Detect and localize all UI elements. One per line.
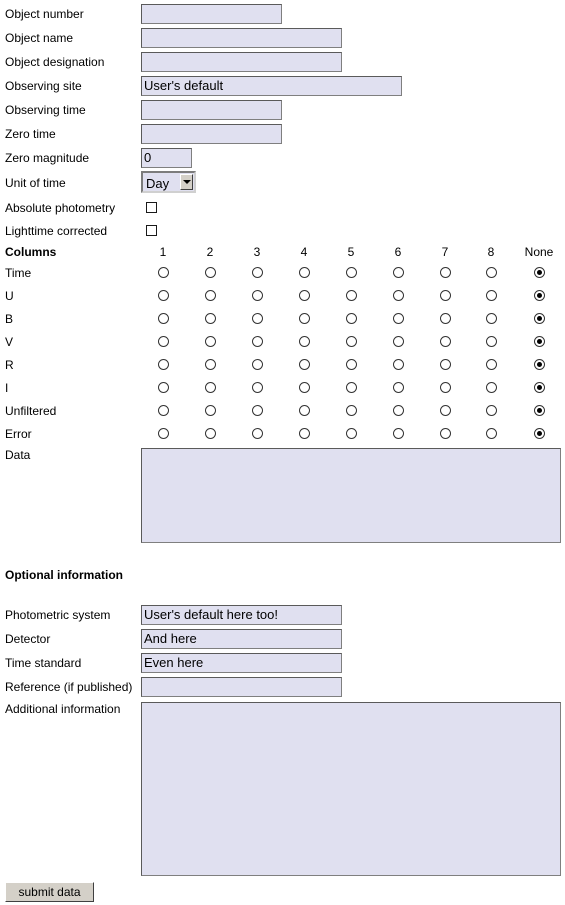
column-row-label: R: [5, 358, 14, 372]
radio-i-1[interactable]: [158, 382, 169, 393]
radio-time-1[interactable]: [158, 267, 169, 278]
unit-of-time-label: Unit of time: [5, 176, 66, 190]
radio-unfiltered-6[interactable]: [393, 405, 404, 416]
radio-error-8[interactable]: [486, 428, 497, 439]
detector-label: Detector: [5, 632, 51, 646]
radio-u-3[interactable]: [252, 290, 263, 301]
radio-unfiltered-8[interactable]: [486, 405, 497, 416]
radio-u-8[interactable]: [486, 290, 497, 301]
radio-u-5[interactable]: [346, 290, 357, 301]
radio-r-6[interactable]: [393, 359, 404, 370]
observing-time-input[interactable]: [141, 100, 282, 120]
radio-unfiltered-5[interactable]: [346, 405, 357, 416]
radio-i-3[interactable]: [252, 382, 263, 393]
radio-b-5[interactable]: [346, 313, 357, 324]
optional-information-heading: Optional information: [5, 568, 123, 582]
radio-unfiltered-3[interactable]: [252, 405, 263, 416]
time-standard-input[interactable]: Even here: [141, 653, 342, 673]
radio-u-7[interactable]: [440, 290, 451, 301]
photometric-system-input[interactable]: User's default here too!: [141, 605, 342, 625]
column-header-none: None: [524, 245, 554, 259]
photometric-system-label: Photometric system: [5, 608, 111, 622]
object-name-input[interactable]: [141, 28, 342, 48]
column-header-3: 3: [253, 245, 261, 259]
radio-u-4[interactable]: [299, 290, 310, 301]
radio-time-7[interactable]: [440, 267, 451, 278]
radio-time-6[interactable]: [393, 267, 404, 278]
radio-b-1[interactable]: [158, 313, 169, 324]
column-header-7: 7: [441, 245, 449, 259]
radio-r-3[interactable]: [252, 359, 263, 370]
radio-r-none[interactable]: [534, 359, 545, 370]
radio-time-4[interactable]: [299, 267, 310, 278]
lighttime-corrected-label: Lighttime corrected: [5, 224, 108, 238]
radio-i-8[interactable]: [486, 382, 497, 393]
observing-time-label: Observing time: [5, 103, 86, 117]
object-designation-input[interactable]: [141, 52, 342, 72]
object-designation-label: Object designation: [5, 55, 105, 69]
radio-v-7[interactable]: [440, 336, 451, 347]
unit-of-time-value: Day: [146, 176, 170, 191]
detector-input[interactable]: And here: [141, 629, 342, 649]
radio-v-6[interactable]: [393, 336, 404, 347]
radio-i-4[interactable]: [299, 382, 310, 393]
column-header-2: 2: [206, 245, 214, 259]
radio-v-3[interactable]: [252, 336, 263, 347]
radio-error-3[interactable]: [252, 428, 263, 439]
column-row-label: Unfiltered: [5, 404, 57, 418]
radio-b-3[interactable]: [252, 313, 263, 324]
radio-b-6[interactable]: [393, 313, 404, 324]
unit-of-time-select[interactable]: [141, 171, 196, 193]
column-header-6: 6: [394, 245, 402, 259]
additional-information-label: Additional information: [5, 702, 121, 716]
observing-site-label: Observing site: [5, 79, 82, 93]
radio-error-6[interactable]: [393, 428, 404, 439]
column-row-label: Error: [5, 427, 32, 441]
absolute-photometry-checkbox[interactable]: [146, 202, 157, 213]
radio-v-5[interactable]: [346, 336, 357, 347]
column-row-label: V: [5, 335, 14, 349]
object-number-label: Object number: [5, 7, 84, 21]
radio-v-4[interactable]: [299, 336, 310, 347]
object-name-label: Object name: [5, 31, 74, 45]
radio-v-1[interactable]: [158, 336, 169, 347]
reference-input[interactable]: [141, 677, 342, 697]
radio-v-none[interactable]: [534, 336, 545, 347]
radio-i-5[interactable]: [346, 382, 357, 393]
radio-i-none[interactable]: [534, 382, 545, 393]
column-header-8: 8: [487, 245, 495, 259]
radio-i-2[interactable]: [205, 382, 216, 393]
time-standard-label: Time standard: [5, 656, 82, 670]
radio-r-5[interactable]: [346, 359, 357, 370]
radio-error-5[interactable]: [346, 428, 357, 439]
absolute-photometry-label: Absolute photometry: [5, 201, 116, 215]
lighttime-corrected-checkbox[interactable]: [146, 225, 157, 236]
radio-unfiltered-1[interactable]: [158, 405, 169, 416]
column-row-label: B: [5, 312, 14, 326]
radio-unfiltered-4[interactable]: [299, 405, 310, 416]
radio-error-2[interactable]: [205, 428, 216, 439]
additional-information-textarea[interactable]: [141, 702, 561, 876]
column-row-label: U: [5, 289, 14, 303]
reference-label: Reference (if published): [5, 680, 133, 694]
zero-time-label: Zero time: [5, 127, 56, 141]
radio-r-8[interactable]: [486, 359, 497, 370]
data-label: Data: [5, 448, 31, 462]
data-textarea[interactable]: [141, 448, 561, 543]
radio-time-2[interactable]: [205, 267, 216, 278]
radio-v-8[interactable]: [486, 336, 497, 347]
column-header-5: 5: [347, 245, 355, 259]
radio-error-4[interactable]: [299, 428, 310, 439]
radio-b-8[interactable]: [486, 313, 497, 324]
zero-time-input[interactable]: [141, 124, 282, 144]
submit-data-button[interactable]: submit data: [5, 882, 94, 902]
zero-magnitude-input[interactable]: 0: [141, 148, 192, 168]
radio-r-7[interactable]: [440, 359, 451, 370]
column-row-label: Time: [5, 266, 32, 280]
radio-b-none[interactable]: [534, 313, 545, 324]
radio-v-2[interactable]: [205, 336, 216, 347]
radio-error-1[interactable]: [158, 428, 169, 439]
radio-r-2[interactable]: [205, 359, 216, 370]
radio-r-1[interactable]: [158, 359, 169, 370]
radio-time-3[interactable]: [252, 267, 263, 278]
radio-u-1[interactable]: [158, 290, 169, 301]
radio-time-5[interactable]: [346, 267, 357, 278]
radio-time-none[interactable]: [534, 267, 545, 278]
radio-i-7[interactable]: [440, 382, 451, 393]
radio-unfiltered-2[interactable]: [205, 405, 216, 416]
column-header-4: 4: [300, 245, 308, 259]
observing-site-input[interactable]: User's default: [141, 76, 402, 96]
zero-magnitude-label: Zero magnitude: [5, 151, 90, 165]
radio-i-6[interactable]: [393, 382, 404, 393]
object-number-input[interactable]: [141, 4, 282, 24]
column-header-1: 1: [159, 245, 167, 259]
column-row-label: I: [5, 381, 9, 395]
radio-time-8[interactable]: [486, 267, 497, 278]
radio-b-4[interactable]: [299, 313, 310, 324]
radio-unfiltered-none[interactable]: [534, 405, 545, 416]
radio-r-4[interactable]: [299, 359, 310, 370]
radio-unfiltered-7[interactable]: [440, 405, 451, 416]
radio-error-none[interactable]: [534, 428, 545, 439]
columns-heading: Columns: [5, 245, 57, 259]
radio-b-7[interactable]: [440, 313, 451, 324]
radio-u-none[interactable]: [534, 290, 545, 301]
radio-error-7[interactable]: [440, 428, 451, 439]
radio-u-6[interactable]: [393, 290, 404, 301]
radio-b-2[interactable]: [205, 313, 216, 324]
radio-u-2[interactable]: [205, 290, 216, 301]
chevron-down-icon[interactable]: [180, 174, 193, 190]
